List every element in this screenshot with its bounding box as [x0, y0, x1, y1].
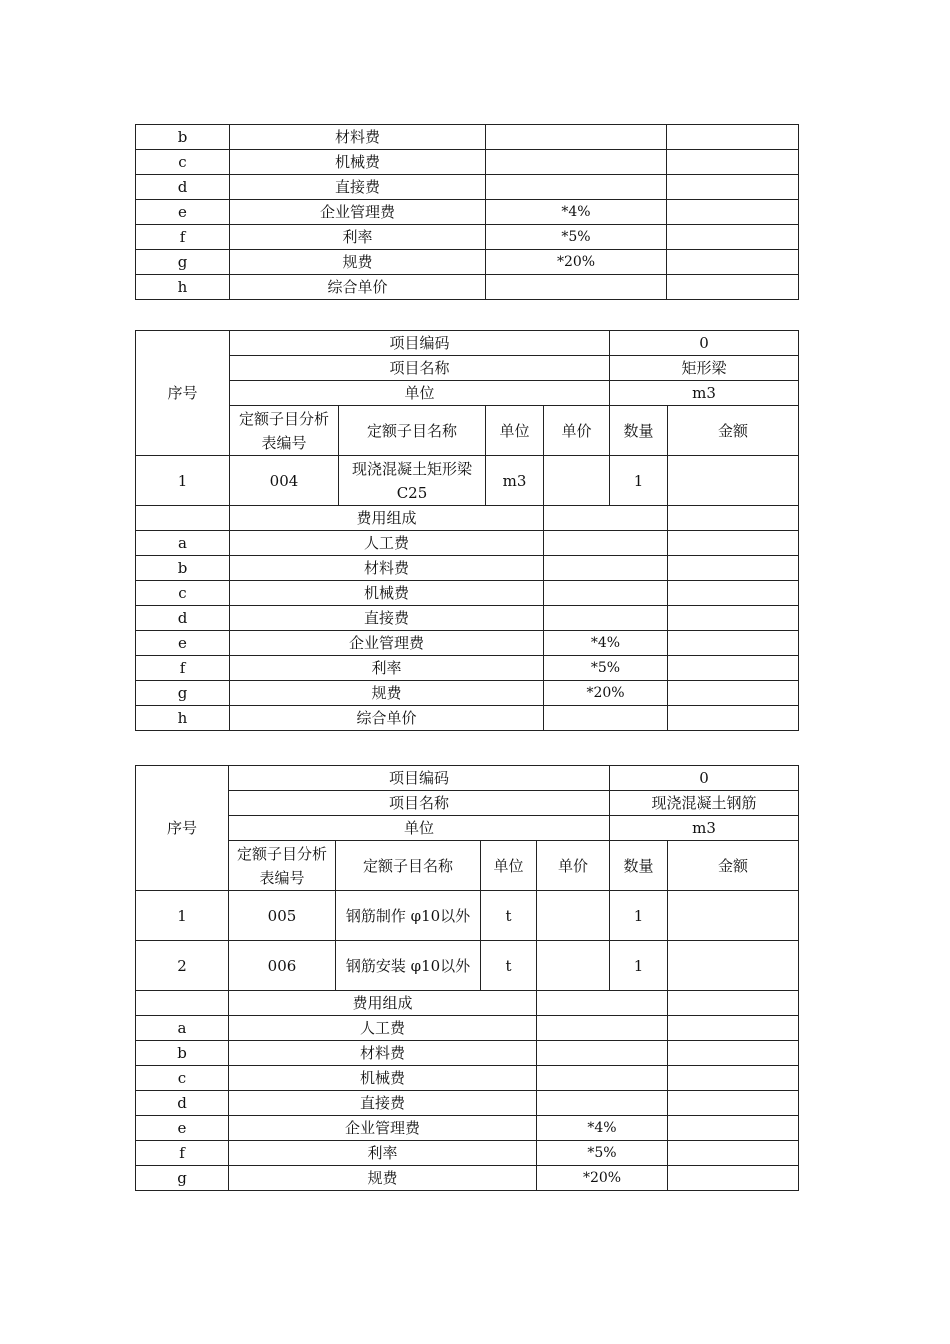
fee-rate	[537, 1041, 668, 1066]
fee-amount	[667, 275, 799, 300]
fee-name: 规费	[229, 1166, 537, 1191]
item-unit-price	[537, 941, 610, 991]
fee-rate: *5%	[537, 1141, 668, 1166]
unit-row	[136, 816, 799, 841]
col-analysis-no: 定额子目分析表编号	[230, 406, 339, 456]
fee-rate	[486, 275, 667, 300]
fee-row	[136, 531, 799, 556]
fee-code: e	[136, 1116, 229, 1141]
col-quantity: 数量	[610, 841, 668, 891]
fee-amount	[668, 1016, 799, 1041]
fee-row	[136, 631, 799, 656]
fee-code: g	[136, 250, 230, 275]
fee-row	[136, 1091, 799, 1116]
fee-code: c	[136, 581, 230, 606]
project-name-value: 矩形梁	[610, 356, 799, 381]
cost-composition-row	[136, 506, 799, 531]
fee-code: f	[136, 656, 230, 681]
fee-row	[136, 681, 799, 706]
project-name-label: 项目名称	[230, 356, 610, 381]
item-amount	[668, 941, 799, 991]
fee-row	[136, 1116, 799, 1141]
fee-code: b	[136, 1041, 229, 1066]
fee-rate	[486, 175, 667, 200]
fee-rate	[544, 706, 668, 731]
seq-header: 序号	[136, 766, 229, 891]
fee-name: 企业管理费	[230, 200, 486, 225]
project-code-label: 项目编码	[229, 766, 610, 791]
fee-rate	[544, 606, 668, 631]
fee-amount	[668, 1166, 799, 1191]
fee-row	[136, 1141, 799, 1166]
fee-rate	[544, 556, 668, 581]
item-analysis-no: 006	[229, 941, 336, 991]
fee-amount	[667, 200, 799, 225]
fee-name: 机械费	[229, 1066, 537, 1091]
fee-row	[136, 150, 799, 175]
fee-code: a	[136, 531, 230, 556]
project-name-value: 现浇混凝土钢筋	[610, 791, 799, 816]
item-amount	[668, 891, 799, 941]
fee-amount	[668, 631, 799, 656]
fee-rate: *20%	[544, 681, 668, 706]
fee-rows	[136, 125, 799, 300]
item-unit-price	[537, 891, 610, 941]
fee-rate: *4%	[537, 1116, 668, 1141]
fee-name: 机械费	[230, 150, 486, 175]
fee-code: g	[136, 681, 230, 706]
fee-rate	[537, 1091, 668, 1116]
fee-code: e	[136, 631, 230, 656]
fee-name: 利率	[230, 225, 486, 250]
fee-name: 企业管理费	[229, 1116, 537, 1141]
unit-value: m3	[610, 381, 799, 406]
fee-name: 材料费	[229, 1041, 537, 1066]
fee-rate: *5%	[486, 225, 667, 250]
col-sub-name: 定额子目名称	[339, 406, 486, 456]
fee-name: 材料费	[230, 125, 486, 150]
project-name-row	[136, 356, 799, 381]
item-quantity: 1	[610, 891, 668, 941]
fee-code: h	[136, 275, 230, 300]
fee-name: 直接费	[230, 175, 486, 200]
fee-row	[136, 1016, 799, 1041]
fee-amount	[668, 1041, 799, 1066]
project-name-label: 项目名称	[229, 791, 610, 816]
fee-table-continued	[135, 124, 799, 300]
fee-code: g	[136, 1166, 229, 1191]
item-name: 钢筋制作 φ10以外	[336, 891, 481, 941]
fee-row	[136, 275, 799, 300]
fee-row	[136, 656, 799, 681]
item-quantity: 1	[610, 456, 668, 506]
item-analysis-no: 005	[229, 891, 336, 941]
fee-amount	[668, 1141, 799, 1166]
fee-rate: *4%	[544, 631, 668, 656]
fee-rate	[486, 125, 667, 150]
item-amount	[668, 456, 799, 506]
fee-rate	[544, 531, 668, 556]
unit-price-analysis-table-beam	[135, 330, 799, 731]
fee-code: f	[136, 225, 230, 250]
unit-row	[136, 381, 799, 406]
fee-amount	[667, 225, 799, 250]
fee-amount	[668, 531, 799, 556]
fee-row	[136, 200, 799, 225]
item-row	[136, 456, 799, 506]
fee-amount	[668, 1066, 799, 1091]
item-name: 钢筋安装 φ10以外	[336, 941, 481, 991]
fee-amount	[668, 656, 799, 681]
unit-label: 单位	[229, 816, 610, 841]
fee-row	[136, 1066, 799, 1091]
fee-amount	[668, 706, 799, 731]
unit-value: m3	[610, 816, 799, 841]
fee-name: 机械费	[230, 581, 544, 606]
project-code-row	[136, 766, 799, 791]
col-unit: 单位	[481, 841, 537, 891]
col-sub-name: 定额子目名称	[336, 841, 481, 891]
item-unit: t	[481, 941, 537, 991]
fee-name: 综合单价	[230, 275, 486, 300]
col-amount: 金额	[668, 841, 799, 891]
fee-name: 规费	[230, 250, 486, 275]
fee-rate: *20%	[537, 1166, 668, 1191]
item-analysis-no: 004	[230, 456, 339, 506]
fee-amount	[667, 150, 799, 175]
seq-header: 序号	[136, 331, 230, 456]
fee-rate	[537, 1016, 668, 1041]
col-unit-price: 单价	[544, 406, 610, 456]
fee-name: 利率	[229, 1141, 537, 1166]
fee-row	[136, 225, 799, 250]
fee-amount	[668, 556, 799, 581]
item-unit: t	[481, 891, 537, 941]
fee-name: 综合单价	[230, 706, 544, 731]
fee-rate	[537, 1066, 668, 1091]
item-row	[136, 891, 799, 941]
item-row	[136, 941, 799, 991]
fee-rate: *20%	[486, 250, 667, 275]
item-name: 现浇混凝土矩形梁 C25	[339, 456, 486, 506]
project-code-value: 0	[610, 331, 799, 356]
fee-row	[136, 125, 799, 150]
cost-composition-row	[136, 991, 799, 1016]
fee-rate	[486, 150, 667, 175]
item-quantity: 1	[610, 941, 668, 991]
col-amount: 金额	[668, 406, 799, 456]
fee-code: c	[136, 1066, 229, 1091]
project-code-value: 0	[610, 766, 799, 791]
project-code-row	[136, 331, 799, 356]
column-header-row	[136, 406, 799, 456]
fee-row	[136, 1041, 799, 1066]
cost-composition-label: 费用组成	[229, 991, 537, 1016]
column-header-row	[136, 841, 799, 891]
fee-amount	[667, 250, 799, 275]
fee-rate	[544, 581, 668, 606]
fee-code: d	[136, 1091, 229, 1116]
fee-name: 材料费	[230, 556, 544, 581]
col-analysis-no: 定额子目分析表编号	[229, 841, 336, 891]
fee-name: 直接费	[229, 1091, 537, 1116]
fee-row	[136, 606, 799, 631]
fee-amount	[668, 581, 799, 606]
fee-name: 人工费	[229, 1016, 537, 1041]
col-unit: 单位	[486, 406, 544, 456]
col-quantity: 数量	[610, 406, 668, 456]
cost-composition-label: 费用组成	[230, 506, 544, 531]
fee-code: h	[136, 706, 230, 731]
fee-amount	[668, 606, 799, 631]
fee-code: e	[136, 200, 230, 225]
fee-code: a	[136, 1016, 229, 1041]
fee-amount	[668, 1116, 799, 1141]
fee-rate: *5%	[544, 656, 668, 681]
fee-amount	[668, 681, 799, 706]
fee-code: b	[136, 556, 230, 581]
fee-row	[136, 1166, 799, 1191]
fee-code: f	[136, 1141, 229, 1166]
fee-amount	[667, 175, 799, 200]
fee-name: 利率	[230, 656, 544, 681]
item-unit: m3	[486, 456, 544, 506]
fee-row	[136, 581, 799, 606]
unit-label: 单位	[230, 381, 610, 406]
fee-amount	[667, 125, 799, 150]
fee-name: 人工费	[230, 531, 544, 556]
item-unit-price	[544, 456, 610, 506]
project-code-label: 项目编码	[230, 331, 610, 356]
fee-row	[136, 556, 799, 581]
fee-row	[136, 250, 799, 275]
fee-name: 企业管理费	[230, 631, 544, 656]
unit-price-analysis-table-rebar	[135, 765, 799, 1191]
fee-code: b	[136, 125, 230, 150]
fee-rate: *4%	[486, 200, 667, 225]
project-name-row	[136, 791, 799, 816]
fee-name: 直接费	[230, 606, 544, 631]
item-seq: 1	[136, 891, 229, 941]
item-seq: 2	[136, 941, 229, 991]
fee-code: d	[136, 175, 230, 200]
col-unit-price: 单价	[537, 841, 610, 891]
fee-code: c	[136, 150, 230, 175]
fee-row	[136, 706, 799, 731]
fee-amount	[668, 1091, 799, 1116]
fee-code: d	[136, 606, 230, 631]
item-seq: 1	[136, 456, 230, 506]
fee-name: 规费	[230, 681, 544, 706]
fee-row	[136, 175, 799, 200]
